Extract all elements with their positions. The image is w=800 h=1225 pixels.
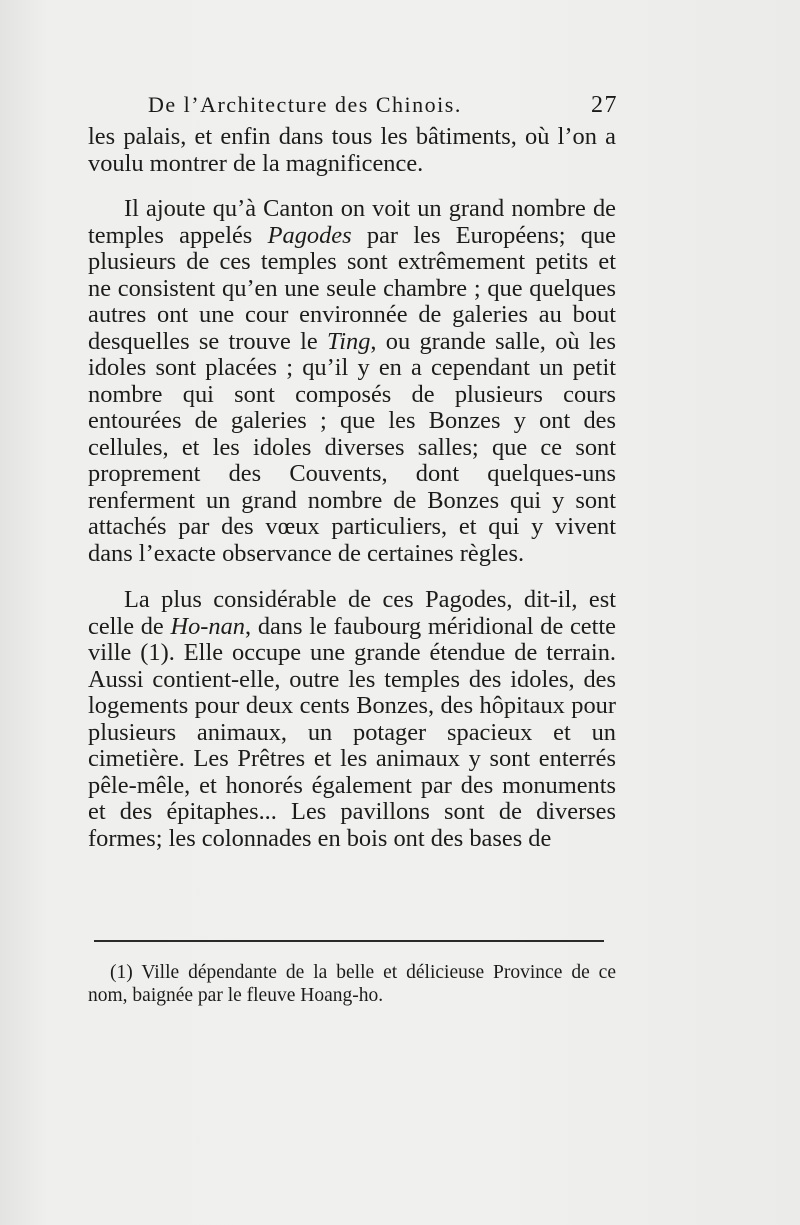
text-run: Il ajoute qu’à Canton on voit un grand nombre de temples appelés (88, 195, 616, 249)
text-run: par les Européens; que plusieurs de ces temples sont extrêmement petits et ne consistent qu’en une seule chambre ; que quelques autres ont une cour environnée de galeries au bout desquelles se trouve le (88, 221, 616, 355)
running-header (148, 92, 618, 126)
footnote-text: (1) Ville dépendante de la belle et délicieuse Province de ce nom, baignée par le fleuve Hoang-ho. (88, 962, 616, 1006)
italic-term-pagodes: Pagodes (267, 221, 352, 249)
text-run: , dans le faubourg méridional de cette ville (1). Elle occupe une grande étendue de terrain. Aussi contient-elle, outre les temples des idoles, des logements pour deux cents Bonzes, des hôpitaux pour plusieurs animaux, un potager spacieux et un cimetière. Les Prêtres et les animaux y sont enterrés pêle-mêle, et honorés également par des monuments et des épitaphes... Les pavillons sont de diverses formes; les colonnades en bois ont des bases de (88, 612, 617, 852)
page-number: 27 (591, 92, 618, 118)
paragraph-ho-nan (88, 587, 616, 852)
footnote (88, 961, 616, 1007)
footnote-rule (94, 940, 604, 942)
text-run: La plus considérable de ces Pagodes, dit-il, est celle de (88, 586, 616, 640)
text-run: , ou grande salle, où les idoles sont placées ; qu’il y en a cependant un petit nombre qui sont composés de plusieurs cours entourées de galeries ; que les Bonzes y ont des cellules, et les idoles diverses salles; que ce sont proprement des Couvents, dont quelques-uns renferment un grand nombre de Bonzes qui y sont attachés par des vœux particuliers, et qui y vivent dans l’exacte observance de certaines règles. (88, 327, 616, 567)
main-text (88, 124, 616, 852)
paragraph-canton-temples (88, 196, 616, 567)
paragraph-continued: les palais, et enfin dans tous les bâtiments, où l’on a voulu montrer de la magnificence. (88, 123, 616, 177)
italic-term-ting: Ting (327, 327, 371, 355)
running-title: De l’Architecture des Chinois. (148, 92, 462, 117)
italic-term-ho-nan: Ho-nan (170, 612, 246, 640)
